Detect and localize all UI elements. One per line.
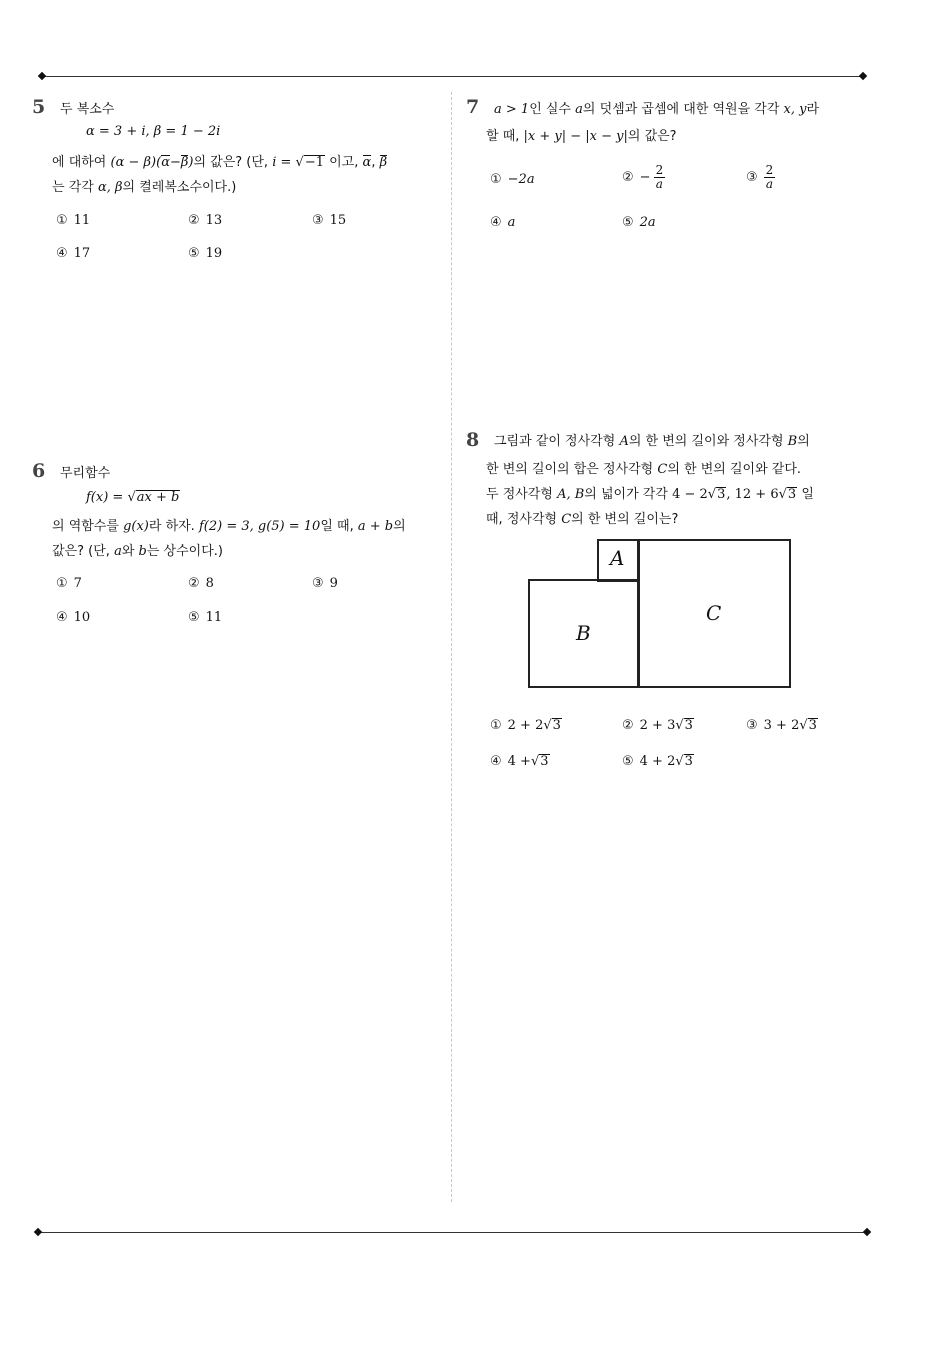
top-rule (42, 76, 864, 77)
option-number: ④ (490, 754, 502, 769)
option-number: ③ (312, 576, 324, 591)
question-body-line-1 (52, 515, 406, 534)
question-body-line-2 (52, 176, 236, 195)
text: 의 덧셈과 곱셈에 대한 역원을 각각 (582, 102, 780, 117)
option-fraction (654, 164, 666, 191)
option-sign: − (639, 170, 651, 185)
option-text: 17 (73, 246, 91, 261)
option-text: 8 (205, 576, 214, 591)
text: 의 켤레복소수이다.) (122, 180, 237, 195)
conjugate-alpha: α (161, 155, 170, 170)
option-5[interactable] (622, 215, 656, 230)
option-text: 4 + (507, 754, 531, 769)
option-4[interactable]: ④ 4 +√3 (490, 754, 549, 769)
math: f(x) = (86, 490, 124, 505)
sqrt-radicand: −1 (304, 155, 325, 170)
top-rule-left-diamond (38, 72, 46, 80)
option-text: −2a (507, 172, 535, 187)
fraction-numerator: 2 (765, 163, 774, 177)
top-rule-right-diamond (859, 72, 867, 80)
question-title: 무리함수 (60, 466, 111, 481)
question-body-line-1: 에 대하여 (α − β)(α−β)의 값은? (단, i = √−1 이고, α, β (52, 155, 388, 170)
option-number: ⑤ (622, 215, 634, 230)
text: 는 각각 (52, 180, 94, 195)
option-number: ① (56, 576, 68, 591)
math: a > 1 (494, 102, 530, 117)
text: 의 값은? (627, 129, 677, 144)
option-number: ④ (490, 215, 502, 230)
option-number: ③ (746, 170, 758, 185)
square-b-label: B (576, 621, 591, 645)
option-number: ⑤ (622, 754, 634, 769)
bottom-rule (38, 1232, 868, 1233)
option-number: ④ (56, 610, 68, 625)
math: α, β (97, 180, 123, 195)
option-4[interactable] (490, 215, 515, 230)
question-title: 두 복소수 (60, 102, 115, 117)
option-text: 15 (329, 213, 347, 228)
sqrt-radicand: 3 (684, 718, 693, 733)
math: b (138, 544, 147, 559)
option-text: 13 (205, 213, 223, 228)
option-text: 19 (205, 246, 223, 261)
option-fraction (764, 164, 776, 191)
text: 때, 정사각형 (486, 512, 558, 527)
text: 의 값은? (단, (193, 155, 269, 170)
text: 의 한 변의 길이는? (571, 512, 679, 527)
option-number: ② (622, 170, 634, 185)
conjugate-beta: β (180, 155, 189, 170)
option-text: 11 (73, 213, 91, 228)
math: i = (272, 155, 292, 170)
question-body-line-2 (486, 125, 677, 144)
text: 의 (797, 434, 810, 449)
option-number: ⑤ (188, 610, 200, 625)
option-number: ⑤ (188, 246, 200, 261)
option-text: 9 (329, 576, 338, 591)
square-a-label: A (610, 546, 625, 570)
text: 와 (121, 544, 135, 559)
question-number: 8 (466, 429, 480, 451)
option-1[interactable] (56, 576, 82, 591)
conjugate-beta: β (379, 155, 388, 170)
option-3[interactable]: ③ 3 + 2√3 (746, 718, 817, 733)
fraction-denominator: a (655, 177, 663, 191)
option-1[interactable]: ① 2 + 2√3 (490, 718, 561, 733)
sqrt-radicand: 3 (540, 754, 549, 769)
question-body-line-2 (486, 458, 801, 477)
question-number: 5 (32, 96, 46, 118)
math: a + b (357, 519, 394, 534)
math: g(x) (123, 519, 149, 534)
option-text: 4 + 2 (639, 754, 676, 769)
text: 이고, (329, 155, 359, 170)
fraction-numerator: 2 (655, 163, 664, 177)
text: 두 정사각형 (486, 487, 553, 502)
option-number: ① (490, 718, 502, 733)
text: 일 때, (320, 519, 354, 534)
question-body-line-2 (52, 540, 223, 559)
math: A, B (557, 487, 585, 502)
option-number: ② (622, 718, 634, 733)
option-4[interactable] (56, 610, 90, 625)
text: 의 (393, 519, 406, 534)
option-3[interactable] (312, 213, 346, 228)
sqrt-radicand: 3 (717, 487, 726, 502)
sqrt-radicand: ax + b (136, 490, 180, 505)
question-body-line-1 (494, 98, 819, 117)
option-text: 11 (205, 610, 223, 625)
text: 는 상수이다.) (146, 544, 223, 559)
option-number: ② (188, 576, 200, 591)
math: − (169, 155, 181, 170)
sqrt-radicand: 3 (552, 718, 561, 733)
text: 라 하자. (148, 519, 195, 534)
math: a (575, 102, 583, 117)
math: (α − β)( (110, 155, 162, 170)
math: ) (188, 155, 194, 170)
option-3[interactable] (746, 164, 775, 191)
text: 인 실수 (529, 102, 571, 117)
text: 일 (801, 487, 814, 502)
option-text: 3 + 2 (763, 718, 800, 733)
sqrt-radicand: 3 (787, 487, 797, 502)
option-4[interactable] (56, 246, 90, 261)
text: 라 (806, 102, 820, 117)
option-text: 2a (639, 215, 656, 230)
option-2[interactable]: ② 2 + 3√3 (622, 718, 693, 733)
math: C (561, 512, 572, 527)
math: |x + y| − |x − y| (523, 129, 628, 144)
bottom-rule-right-diamond (863, 1228, 871, 1236)
math: a (114, 544, 122, 559)
question-number: 6 (32, 460, 46, 482)
question-body-line-3: 두 정사각형 A, B의 넓이가 각각 4 − 2√3, 12 + 6√3 일 (486, 487, 814, 502)
column-divider (451, 92, 452, 1202)
option-number: ③ (312, 213, 324, 228)
text: 의 역함수를 (52, 519, 119, 534)
bottom-rule-left-diamond (34, 1228, 42, 1236)
math: A (619, 434, 629, 449)
text: 할 때, (486, 129, 520, 144)
text: 의 넓이가 각각 (584, 487, 668, 502)
text: 그림과 같이 정사각형 (494, 434, 616, 449)
option-text: 10 (73, 610, 91, 625)
option-5[interactable]: ⑤ 4 + 2√3 (622, 754, 693, 769)
option-text: 2 + 3 (639, 718, 676, 733)
separator: , (726, 487, 731, 502)
option-5[interactable] (188, 246, 222, 261)
option-1[interactable] (490, 172, 535, 187)
text: 에 대하여 (52, 155, 107, 170)
option-number: ① (56, 213, 68, 228)
text: 의 한 변의 길이와 정사각형 (628, 434, 784, 449)
option-2[interactable] (188, 576, 214, 591)
option-2[interactable] (188, 213, 222, 228)
option-text: 7 (73, 576, 82, 591)
option-5[interactable] (188, 610, 222, 625)
fraction-denominator: a (765, 177, 774, 191)
sqrt-radicand: 3 (808, 718, 817, 733)
text: 값은? (단, (52, 544, 110, 559)
math: C (657, 462, 668, 477)
conjugate-alpha: α (362, 155, 372, 170)
option-number: ③ (746, 718, 758, 733)
text: 한 변의 길이의 합은 정사각형 (486, 462, 654, 477)
option-text: a (507, 215, 516, 230)
question-number: 7 (466, 96, 480, 118)
option-text: 2 + 2 (507, 718, 544, 733)
math: x, y (783, 102, 807, 117)
given-expression: α = 3 + i, β = 1 − 2i (86, 124, 221, 139)
option-2[interactable] (622, 164, 665, 191)
question-body-line-1 (494, 430, 810, 449)
option-number: ① (490, 172, 502, 187)
option-1[interactable] (56, 213, 90, 228)
math: B (787, 434, 798, 449)
math: 12 + 6 (734, 487, 779, 502)
question-body-line-4 (486, 508, 678, 527)
sqrt-radicand: 3 (684, 754, 693, 769)
math: f(2) = 3, g(5) = 10 (198, 519, 321, 534)
text: 의 한 변의 길이와 같다. (667, 462, 802, 477)
math: 4 − 2 (672, 487, 708, 502)
option-3[interactable] (312, 576, 338, 591)
option-number: ② (188, 213, 200, 228)
given-expression: f(x) = √ax + b (86, 490, 180, 505)
option-number: ④ (56, 246, 68, 261)
square-c-label: C (706, 601, 722, 625)
